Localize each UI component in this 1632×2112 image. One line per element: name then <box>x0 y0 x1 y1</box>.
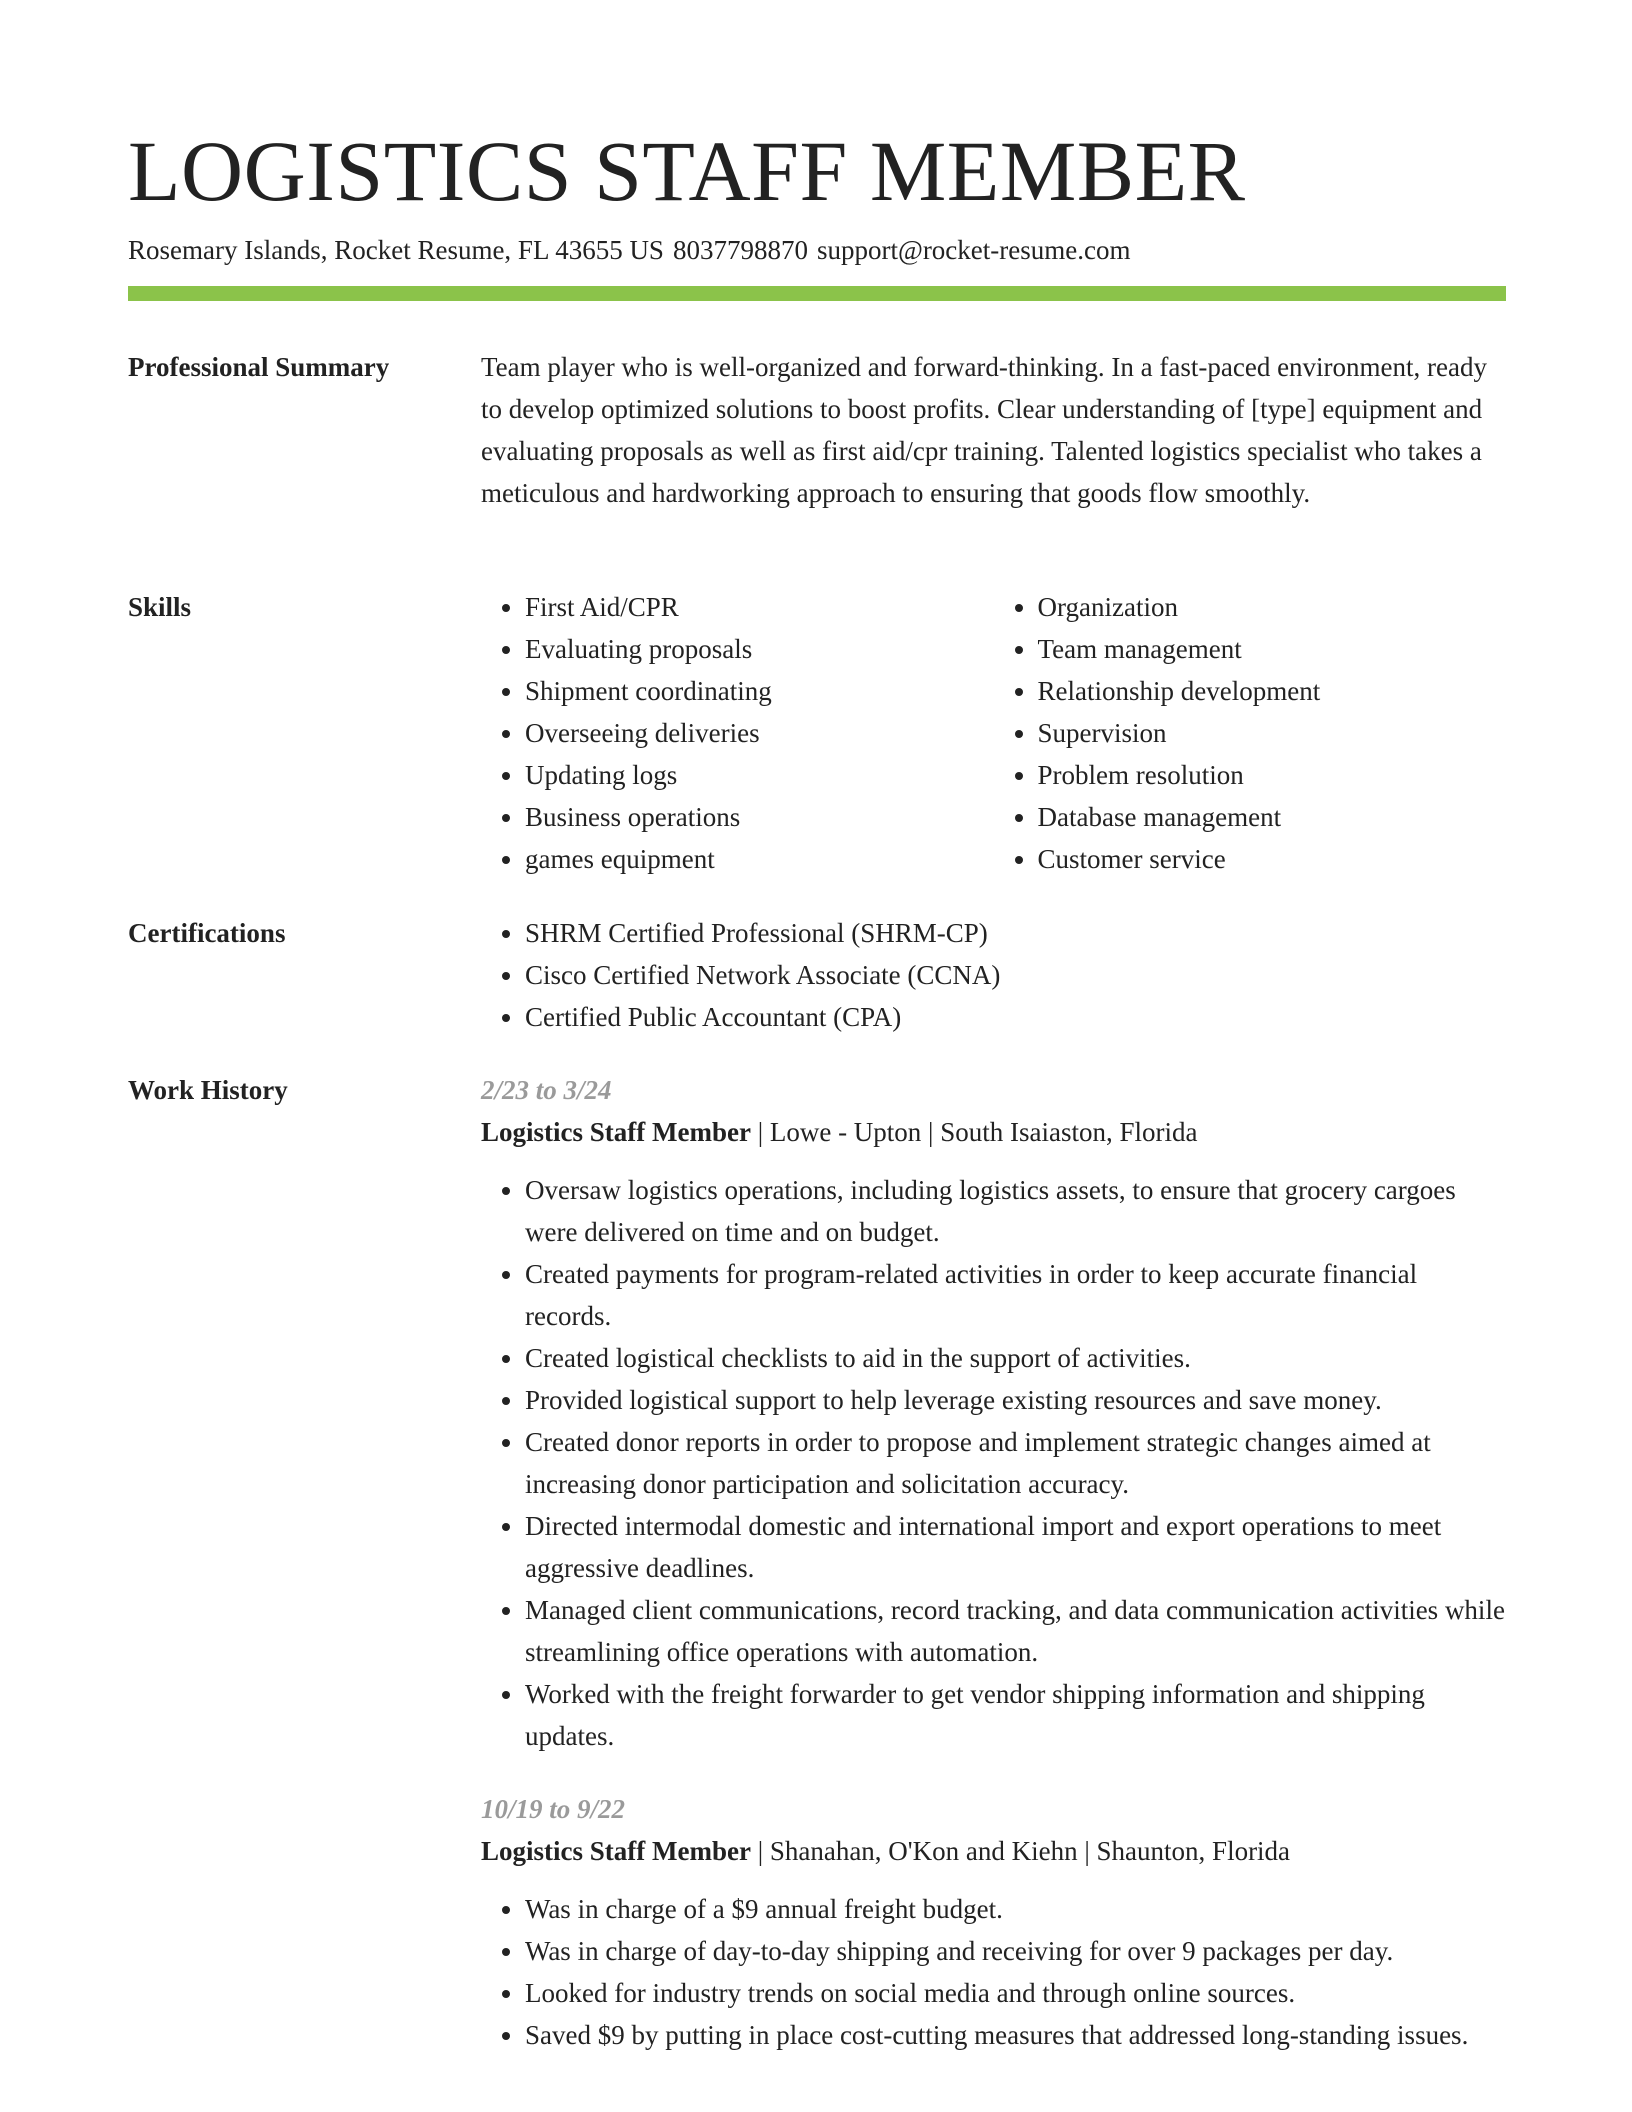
skill-item: • Shipment coordinating <box>525 670 994 712</box>
skills-heading: Skills <box>128 592 192 622</box>
certification-item: • Cisco Certified Network Associate (CCNA) <box>525 954 1506 996</box>
header-divider <box>128 286 1506 301</box>
contact-address: Rosemary Islands, Rocket Resume, FL 43655 US <box>128 235 664 265</box>
job-title: Logistics Staff Member <box>481 1117 751 1147</box>
contact-phone: 8037798870 <box>672 235 808 265</box>
certification-item: • Certified Public Accountant (CPA) <box>525 996 1506 1038</box>
skills-list-left <box>481 586 994 880</box>
skill-item: • Organization <box>1038 586 1507 628</box>
job-header <box>481 1111 1506 1153</box>
job-bullet: • Was in charge of a $9 annual freight budget. <box>525 1888 1506 1930</box>
skills-list-right <box>994 586 1507 880</box>
job-dates: 10/19 to 9/22 <box>481 1794 626 1824</box>
job-title: Logistics Staff Member <box>481 1836 751 1866</box>
summary-heading: Professional Summary <box>128 352 390 382</box>
job-bullet: • Worked with the freight forwarder to get vendor shipping information and shipping updates. <box>525 1673 1506 1757</box>
skill-item: • Relationship development <box>1038 670 1507 712</box>
job-bullet: • Was in charge of day-to-day shipping and receiving for over 9 packages per day. <box>525 1930 1506 1972</box>
job-details: | Shanahan, O'Kon and Kiehn | Shaunton, Florida <box>750 1836 1291 1866</box>
job-entry <box>481 1069 1506 1757</box>
skill-item: • Business operations <box>525 796 994 838</box>
skill-item: • Overseeing deliveries <box>525 712 994 754</box>
skill-item: • First Aid/CPR <box>525 586 994 628</box>
skill-item: • Customer service <box>1038 838 1507 880</box>
job-bullet: • Directed intermodal domestic and international import and export operations to meet aggressive deadlines. <box>525 1505 1506 1589</box>
resume-name: LOGISTICS STAFF MEMBER <box>128 123 1246 219</box>
skill-item: • Problem resolution <box>1038 754 1507 796</box>
certifications-heading: Certifications <box>128 918 286 948</box>
contact-line <box>128 230 1130 270</box>
skill-item: • Database management <box>1038 796 1507 838</box>
job-bullet: • Oversaw logistics operations, including logistics assets, to ensure that grocery cargoes were delivered on time and on budget. <box>525 1169 1506 1253</box>
skill-item: • Updating logs <box>525 754 994 796</box>
job-bullet: • Saved $9 by putting in place cost-cutting measures that addressed long-standing issues. <box>525 2014 1506 2056</box>
job-bullet: • Created logistical checklists to aid in the support of activities. <box>525 1337 1506 1379</box>
work-history-heading: Work History <box>128 1075 288 1105</box>
skill-item: • Team management <box>1038 628 1507 670</box>
skill-item: • games equipment <box>525 838 994 880</box>
job-entry <box>481 1788 1506 2056</box>
job-bullets <box>481 1169 1506 1757</box>
summary-text: Team player who is well-organized and forward-thinking. In a fast-paced environment, ready to develop optimized solutions to boost profits. Clear understanding of [type] equipment and evaluating proposals as well as first aid/cpr training. Talented logistics specialist who takes a meticulous and hardworking approach to ensuring that goods flow smoothly. <box>481 352 1487 508</box>
job-details: | Lowe - Upton | South Isaiaston, Florida <box>750 1117 1198 1147</box>
job-bullet: • Provided logistical support to help leverage existing resources and save money. <box>525 1379 1506 1421</box>
certifications-list <box>481 912 1506 1038</box>
certification-item: • SHRM Certified Professional (SHRM-CP) <box>525 912 1506 954</box>
contact-email: support@rocket-resume.com <box>816 235 1131 265</box>
job-bullet: • Looked for industry trends on social media and through online sources. <box>525 1972 1506 2014</box>
job-bullet: • Created donor reports in order to propose and implement strategic changes aimed at increasing donor participation and solicitation accuracy. <box>525 1421 1506 1505</box>
job-bullets <box>481 1888 1506 2056</box>
job-header <box>481 1830 1506 1872</box>
job-bullet: • Created payments for program-related activities in order to keep accurate financial records. <box>525 1253 1506 1337</box>
skill-item: • Supervision <box>1038 712 1507 754</box>
job-dates: 2/23 to 3/24 <box>481 1075 612 1105</box>
skill-item: • Evaluating proposals <box>525 628 994 670</box>
job-bullet: • Managed client communications, record tracking, and data communication activities while streamlining office operations with automation. <box>525 1589 1506 1673</box>
